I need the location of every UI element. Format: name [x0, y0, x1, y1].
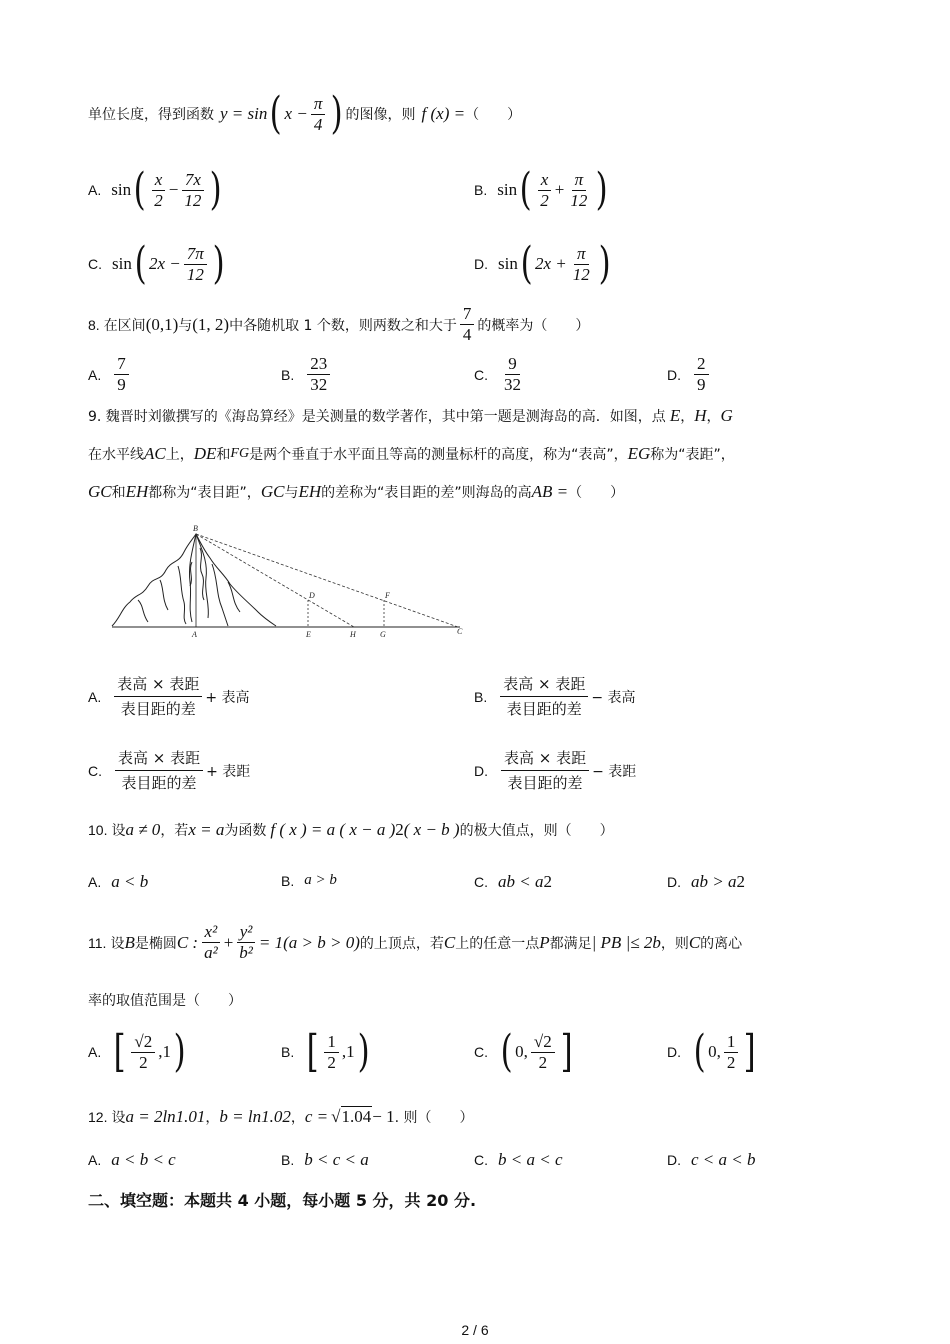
- q9-stem-line3: GC 和 EH 都称为“表目距”， GC 与 EH 的差称为“表目距的差”则海岛的高 AB = （ ）: [88, 482, 625, 501]
- q8-option-d[interactable]: D. $\frac{2}{9}$: [667, 354, 712, 395]
- q9-option-a[interactable]: A. $\frac{\text{表高 × 表距}}{\text{表目距的差}}$ + 表高: [88, 672, 250, 721]
- q12-option-c[interactable]: C. b < a < c: [474, 1150, 563, 1169]
- label-e: E: [306, 630, 311, 639]
- q8-option-b[interactable]: B. $\frac{23}{32}$: [281, 354, 333, 395]
- q8-option-c[interactable]: C. $\frac{9}{32}$: [474, 354, 521, 394]
- q9-stem-line1: 9. 魏晋时刘徽撰写的《海岛算经》是关测量的数学著作，其中第一题是测海岛的高．如图，点 E ， H ， G: [88, 406, 733, 425]
- q11-option-b[interactable]: B. [ $\frac{1}{2}$ ,1 ): [281, 1026, 370, 1077]
- q8-option-a[interactable]: A. $\frac{7}{9}$: [88, 354, 132, 395]
- section-heading: 二、填空题：本题共 4 小题，每小题 5 分，共 20 分.: [88, 1191, 477, 1210]
- q10-option-b[interactable]: B. a > b: [281, 872, 337, 889]
- island-mountain: [112, 534, 276, 626]
- q7-option-d[interactable]: D. sin ( 2x + $\frac{\pi}{12}$ ): [474, 238, 611, 289]
- q9-option-c[interactable]: C. $\frac{\text{表高 × 表距}}{\text{表目距的差}}$ + 表距: [88, 746, 250, 795]
- q8-stem: 8. 在区间 (0,1) 与 (1, 2) 中各随机取 1 个数，则两数之和大于 $\frac{7}{4}$ 的概率为（ ）: [88, 304, 590, 344]
- page-number: 2 / 6: [461, 1322, 489, 1338]
- q10-option-d[interactable]: D. ab > a 2: [667, 872, 745, 891]
- label-f: F: [385, 591, 390, 600]
- label-a: A: [192, 630, 197, 639]
- label-h: H: [350, 630, 356, 639]
- q7-stem: 单位长度，得到函数 y = sin ( x − $\frac{\pi}{4}$ ) 的图像，则 f (x) = （ ）: [88, 88, 522, 139]
- q11-stem-line1: 11. 设 B 是椭圆 C : $\frac{\text{x²}}{\text{a²}}$ + $\frac{\text{y²}}{\text{b²}}$ = 1(a > b > 0) 的上顶点，若 C 上的任意一点 P 都满足 | PB |≤ 2b ，则 C 的离心: [88, 922, 743, 962]
- q11-option-a[interactable]: A. [ $\frac{√2}{2}$ ,1 ): [88, 1026, 186, 1077]
- q9-stem-line2: 在水平线 AC 上， DE 和 FG 是两个垂直于水平面且等高的测量标杆的高度，称为“表高”， EG 称为“表距”，: [88, 444, 735, 463]
- label-g: G: [380, 630, 386, 639]
- island-figure: [108, 522, 468, 642]
- q10-option-c[interactable]: C. ab < a 2: [474, 872, 552, 891]
- q12-option-a[interactable]: A. a < b < c: [88, 1150, 176, 1169]
- label-b: B: [193, 524, 198, 533]
- q9-option-d[interactable]: D. $\frac{\text{表高 × 表距}}{\text{表目距的差}}$ − 表距: [474, 746, 636, 795]
- q12-stem: 12. 设 a = 2ln1.01 ， b = ln1.02 ， c = √ 1.04 − 1 . 则（ ）: [88, 1106, 474, 1126]
- q11-option-d[interactable]: D. ( 0, $\frac{1}{2}$ ]: [667, 1026, 757, 1077]
- q7-option-b[interactable]: B. sin ( $\frac{x}{2}$ + $\frac{\pi}{12}$ ): [474, 164, 608, 215]
- q9-option-b[interactable]: B. $\frac{\text{表高 × 表距}}{\text{表目距的差}}$ − 表高: [474, 672, 636, 721]
- sight-lines: [196, 534, 458, 627]
- q7-option-c[interactable]: C. sin ( 2x − $\frac{7\pi}{12}$ ): [88, 238, 225, 289]
- q7-option-a[interactable]: A. sin ( $\frac{x}{2}$ − $\frac{7x}{12}$ ): [88, 164, 222, 215]
- q12-option-b[interactable]: B. b < c < a: [281, 1150, 369, 1169]
- q10-option-a[interactable]: A. a < b: [88, 872, 149, 891]
- q11-stem-line2: 率的取值范围是（ ）: [88, 993, 242, 1009]
- q11-option-c[interactable]: C. ( 0, $\frac{√2}{2}$ ]: [474, 1026, 573, 1077]
- q12-option-d[interactable]: D. c < a < b: [667, 1150, 756, 1169]
- label-c: C: [457, 627, 463, 636]
- label-d: D: [309, 591, 315, 600]
- q10-stem: 10. 设 a ≠ 0 ，若 x = a 为函数 f ( x ) = a ( x − a ) 2 ( x − b ) 的极大值点，则（ ）: [88, 820, 614, 839]
